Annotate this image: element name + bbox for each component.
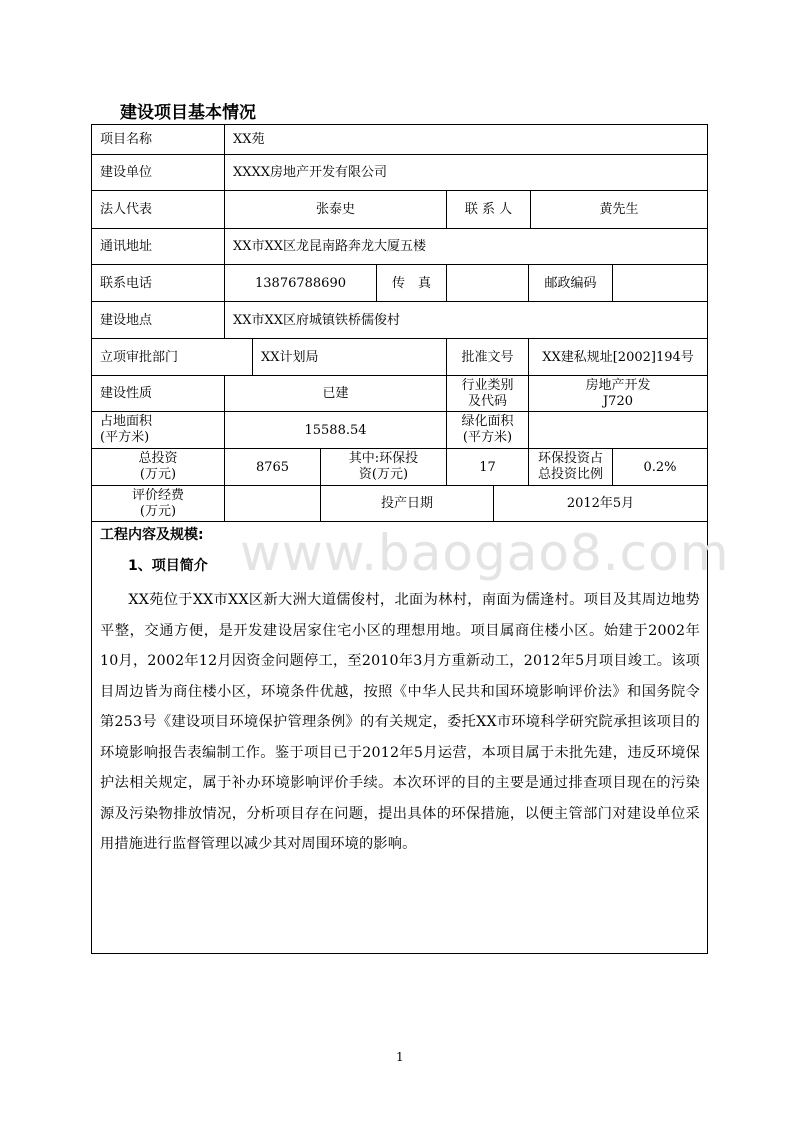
env-invest-value: 17: [479, 459, 496, 475]
builder-label: 建设单位: [100, 165, 153, 180]
approval-dept-value: XX计划局: [261, 349, 319, 365]
approval-no-label: 批准文号: [461, 349, 514, 365]
approval-dept-label: 立项审批部门: [100, 349, 179, 365]
project-name-value: XX苑: [233, 132, 265, 147]
row-divider: [91, 521, 708, 522]
site-value: XX市XX区府城镇铁桥儒俊村: [233, 312, 401, 328]
eval-cost-label: 评价经费 (万元): [131, 487, 184, 519]
start-date-label: 投产日期: [380, 496, 433, 511]
page-number: 1: [396, 1050, 404, 1064]
env-invest-label: 其中:环保投 资(万元): [348, 451, 419, 482]
fax-value: [447, 265, 528, 301]
env-ratio-label: 环保投资占 总投资比例: [537, 451, 603, 482]
green-area-value: [529, 412, 707, 448]
postcode-label: 邮政编码: [544, 275, 597, 291]
contact-value: 黄先生: [599, 202, 639, 217]
eval-cost-value: [225, 486, 320, 521]
start-date-value: 2012年5月: [566, 496, 635, 511]
phone-label: 联系电话: [100, 275, 153, 291]
nature-label: 建设性质: [100, 386, 153, 401]
nature-value: 已建: [322, 386, 349, 401]
industry-value: 房地产开发 J720: [585, 377, 651, 409]
contact-label: 联 系 人: [464, 202, 513, 217]
project-name-label: 项目名称: [100, 132, 153, 147]
phone-value: 13876788690: [255, 275, 346, 291]
approval-no-value: XX建私规址[2002]194号: [542, 349, 694, 365]
fax-label: 传 真: [391, 275, 431, 291]
land-area-label: 占地面积 (平方米): [100, 414, 153, 445]
postcode-value: [613, 265, 707, 301]
total-invest-value: 8765: [255, 459, 290, 475]
builder-value: XXXX房地产开发有限公司: [233, 165, 388, 180]
total-invest-label: 总投资 (万元): [138, 451, 178, 482]
green-area-label: 绿化面积 (平方米): [461, 414, 514, 445]
section-title: 工程内容及规模:: [100, 527, 204, 543]
address-value: XX市XX区龙昆南路奔龙大厦五楼: [233, 239, 427, 254]
page-title: 建设项目基本情况: [120, 103, 256, 123]
land-area-value: 15588.54: [304, 422, 367, 438]
legal-rep-value: 张泰史: [315, 202, 355, 217]
industry-label: 行业类别 及代码: [461, 377, 514, 409]
address-label: 通讯地址: [100, 239, 153, 254]
subsection-title: 1、项目简介: [128, 558, 208, 574]
watermark: www.baogao8.com: [240, 524, 730, 582]
site-label: 建设地点: [100, 312, 153, 328]
env-ratio-value: 0.2%: [643, 459, 677, 475]
legal-rep-label: 法人代表: [100, 202, 153, 217]
project-description: XX苑位于XX市XX区新大洲大道儒俊村，北面为林村，南面为儒逢村。项目及其周边地势平整，交通方便，是开发建设居家住宅小区的理想用地。项目属商住楼小区。始建于2002年10月，2002年12月因资金问题停工，至2010年3月方重新动工，2012年5月项目竣工。该项目周边皆为商住楼小区，环境条件优越，按照《中华人民共和国环境影响评价法》和国务院令第253号《建设项目环境保护管理条例》的有关规定，委托XX市环境科学研究院承担该项目的环境影响报告表编制工作。鉴于项目已于2012年5月运营，本项目属于未批先建，违反环境保护法相关规定，属于补办环境影响评价手续。本次环评的目的主要是通过排查项目现在的污染源及污染物排放情况，分析项目存在问题，提出具体的环保措施，以便主管部门对建设单位采用措施进行监督管理以减少其对周围环境的影响。: [100, 592, 700, 852]
